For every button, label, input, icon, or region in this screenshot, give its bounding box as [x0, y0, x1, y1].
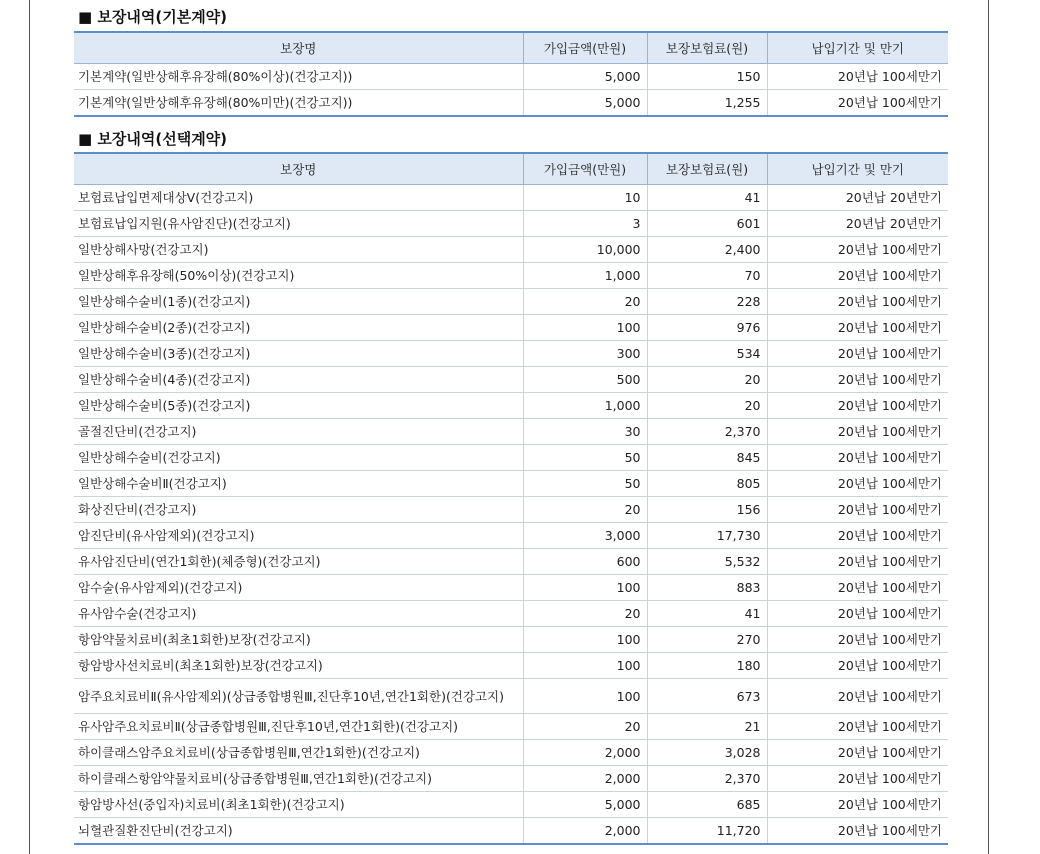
coverage-amount-cell: 100 [523, 679, 647, 714]
coverage-name-cell: 유사암주요치료비Ⅱ(상급종합병원Ⅲ,진단후10년,연간1회한)(건강고지) [74, 714, 523, 740]
column-header: 보장명 [74, 32, 523, 64]
payment-period-cell: 20년납 20년만기 [767, 211, 948, 237]
table-row [74, 601, 948, 627]
payment-period-cell: 20년납 100세만기 [767, 627, 948, 653]
coverage-name-cell: 일반상해사망(건강고지) [74, 237, 523, 263]
coverage-amount-cell: 10,000 [523, 237, 647, 263]
coverage-name-cell: 화상진단비(건강고지) [74, 497, 523, 523]
coverage-amount-cell: 3 [523, 211, 647, 237]
table-row [74, 90, 948, 117]
payment-period-cell: 20년납 100세만기 [767, 419, 948, 445]
payment-period-cell: 20년납 100세만기 [767, 471, 948, 497]
coverage-amount-cell: 20 [523, 497, 647, 523]
table-header-row [74, 32, 948, 64]
coverage-amount-cell: 3,000 [523, 523, 647, 549]
payment-period-cell: 20년납 100세만기 [767, 679, 948, 714]
premium-cell: 41 [647, 601, 767, 627]
basic-coverage-table [74, 31, 948, 117]
coverage-amount-cell: 100 [523, 315, 647, 341]
table-row [74, 627, 948, 653]
premium-cell: 21 [647, 714, 767, 740]
coverage-name-cell: 하이클래스암주요치료비(상급종합병원Ⅲ,연간1회한)(건강고지) [74, 740, 523, 766]
coverage-name-cell: 일반상해수술비(2종)(건강고지) [74, 315, 523, 341]
column-header: 가입금액(만원) [523, 153, 647, 185]
table-row [74, 792, 948, 818]
table-row [74, 185, 948, 211]
table-row [74, 289, 948, 315]
premium-cell: 601 [647, 211, 767, 237]
coverage-name-cell: 일반상해수술비(4종)(건강고지) [74, 367, 523, 393]
coverage-amount-cell: 5,000 [523, 64, 647, 90]
coverage-name-cell: 항암방사선(중입자)치료비(최초1회한)(건강고지) [74, 792, 523, 818]
coverage-amount-cell: 500 [523, 367, 647, 393]
coverage-name-cell: 일반상해수술비(1종)(건강고지) [74, 289, 523, 315]
payment-period-cell: 20년납 100세만기 [767, 263, 948, 289]
coverage-name-cell: 일반상해수술비(건강고지) [74, 445, 523, 471]
premium-cell: 1,255 [647, 90, 767, 117]
payment-period-cell: 20년납 100세만기 [767, 289, 948, 315]
coverage-amount-cell: 30 [523, 419, 647, 445]
premium-cell: 270 [647, 627, 767, 653]
payment-period-cell: 20년납 100세만기 [767, 766, 948, 792]
optional-coverage-table [74, 152, 948, 845]
coverage-name-cell: 일반상해수술비Ⅱ(건강고지) [74, 471, 523, 497]
table-header-row [74, 153, 948, 185]
coverage-name-cell: 암수술(유사암제외)(건강고지) [74, 575, 523, 601]
coverage-amount-cell: 2,000 [523, 818, 647, 845]
payment-period-cell: 20년납 100세만기 [767, 367, 948, 393]
payment-period-cell: 20년납 100세만기 [767, 523, 948, 549]
coverage-amount-cell: 50 [523, 445, 647, 471]
premium-cell: 41 [647, 185, 767, 211]
coverage-amount-cell: 10 [523, 185, 647, 211]
premium-cell: 70 [647, 263, 767, 289]
coverage-name-cell: 유사암수술(건강고지) [74, 601, 523, 627]
table-row [74, 714, 948, 740]
payment-period-cell: 20년납 100세만기 [767, 64, 948, 90]
optional-section-title: ■ 보장내역(선택계약) [78, 130, 228, 148]
coverage-name-cell: 기본계약(일반상해후유장해(80%미만)(건강고지)) [74, 90, 523, 117]
premium-cell: 5,532 [647, 549, 767, 575]
payment-period-cell: 20년납 100세만기 [767, 393, 948, 419]
premium-cell: 673 [647, 679, 767, 714]
coverage-amount-cell: 1,000 [523, 263, 647, 289]
coverage-name-cell: 일반상해수술비(3종)(건강고지) [74, 341, 523, 367]
coverage-name-cell: 일반상해수술비(5종)(건강고지) [74, 393, 523, 419]
table-row [74, 471, 948, 497]
premium-cell: 2,400 [647, 237, 767, 263]
column-header: 납입기간 및 만기 [767, 32, 948, 64]
table-row [74, 211, 948, 237]
premium-cell: 976 [647, 315, 767, 341]
table-row [74, 549, 948, 575]
premium-cell: 2,370 [647, 419, 767, 445]
coverage-name-cell: 뇌혈관질환진단비(건강고지) [74, 818, 523, 845]
payment-period-cell: 20년납 20년만기 [767, 185, 948, 211]
column-header: 가입금액(만원) [523, 32, 647, 64]
coverage-name-cell: 하이클래스항암약물치료비(상급종합병원Ⅲ,연간1회한)(건강고지) [74, 766, 523, 792]
table-row [74, 575, 948, 601]
coverage-name-cell: 항암약물치료비(최초1회한)보장(건강고지) [74, 627, 523, 653]
premium-cell: 17,730 [647, 523, 767, 549]
table-row [74, 679, 948, 714]
column-header: 보장보험료(원) [647, 32, 767, 64]
coverage-amount-cell: 2,000 [523, 766, 647, 792]
payment-period-cell: 20년납 100세만기 [767, 601, 948, 627]
coverage-name-cell: 암진단비(유사암제외)(건강고지) [74, 523, 523, 549]
coverage-amount-cell: 5,000 [523, 90, 647, 117]
column-header: 보장보험료(원) [647, 153, 767, 185]
payment-period-cell: 20년납 100세만기 [767, 497, 948, 523]
column-header: 납입기간 및 만기 [767, 153, 948, 185]
table-row [74, 818, 948, 845]
table-row [74, 64, 948, 90]
payment-period-cell: 20년납 100세만기 [767, 792, 948, 818]
coverage-name-cell: 기본계약(일반상해후유장해(80%이상)(건강고지)) [74, 64, 523, 90]
coverage-amount-cell: 20 [523, 601, 647, 627]
coverage-amount-cell: 50 [523, 471, 647, 497]
payment-period-cell: 20년납 100세만기 [767, 237, 948, 263]
premium-cell: 20 [647, 367, 767, 393]
premium-cell: 534 [647, 341, 767, 367]
coverage-amount-cell: 600 [523, 549, 647, 575]
payment-period-cell: 20년납 100세만기 [767, 714, 948, 740]
coverage-amount-cell: 100 [523, 575, 647, 601]
coverage-name-cell: 유사암진단비(연간1회한)(체증형)(건강고지) [74, 549, 523, 575]
table-row [74, 393, 948, 419]
premium-cell: 883 [647, 575, 767, 601]
premium-cell: 3,028 [647, 740, 767, 766]
premium-cell: 685 [647, 792, 767, 818]
coverage-amount-cell: 100 [523, 627, 647, 653]
table-row [74, 523, 948, 549]
payment-period-cell: 20년납 100세만기 [767, 341, 948, 367]
payment-period-cell: 20년납 100세만기 [767, 818, 948, 845]
premium-cell: 845 [647, 445, 767, 471]
table-row [74, 766, 948, 792]
payment-period-cell: 20년납 100세만기 [767, 445, 948, 471]
coverage-amount-cell: 2,000 [523, 740, 647, 766]
coverage-amount-cell: 1,000 [523, 393, 647, 419]
payment-period-cell: 20년납 100세만기 [767, 575, 948, 601]
premium-cell: 805 [647, 471, 767, 497]
payment-period-cell: 20년납 100세만기 [767, 315, 948, 341]
coverage-amount-cell: 20 [523, 289, 647, 315]
table-row [74, 740, 948, 766]
coverage-name-cell: 일반상해후유장해(50%이상)(건강고지) [74, 263, 523, 289]
premium-cell: 228 [647, 289, 767, 315]
table-row [74, 497, 948, 523]
table-row [74, 237, 948, 263]
premium-cell: 180 [647, 653, 767, 679]
coverage-name-cell: 보험료납입면제대상Ⅴ(건강고지) [74, 185, 523, 211]
table-row [74, 653, 948, 679]
table-row [74, 445, 948, 471]
column-header: 보장명 [74, 153, 523, 185]
coverage-name-cell: 골절진단비(건강고지) [74, 419, 523, 445]
table-row [74, 315, 948, 341]
coverage-amount-cell: 300 [523, 341, 647, 367]
document-page [29, 0, 989, 854]
table-row [74, 263, 948, 289]
premium-cell: 11,720 [647, 818, 767, 845]
payment-period-cell: 20년납 100세만기 [767, 740, 948, 766]
basic-section-title: ■ 보장내역(기본계약) [78, 8, 228, 26]
payment-period-cell: 20년납 100세만기 [767, 90, 948, 117]
coverage-amount-cell: 100 [523, 653, 647, 679]
coverage-amount-cell: 5,000 [523, 792, 647, 818]
premium-cell: 150 [647, 64, 767, 90]
coverage-name-cell: 항암방사선치료비(최초1회한)보장(건강고지) [74, 653, 523, 679]
payment-period-cell: 20년납 100세만기 [767, 653, 948, 679]
table-row [74, 419, 948, 445]
coverage-amount-cell: 20 [523, 714, 647, 740]
payment-period-cell: 20년납 100세만기 [767, 549, 948, 575]
premium-cell: 20 [647, 393, 767, 419]
table-row [74, 341, 948, 367]
coverage-name-cell: 암주요치료비Ⅱ(유사암제외)(상급종합병원Ⅲ,진단후10년,연간1회한)(건강고지) [74, 679, 523, 714]
premium-cell: 2,370 [647, 766, 767, 792]
table-row [74, 367, 948, 393]
coverage-name-cell: 보험료납입지원(유사암진단)(건강고지) [74, 211, 523, 237]
premium-cell: 156 [647, 497, 767, 523]
